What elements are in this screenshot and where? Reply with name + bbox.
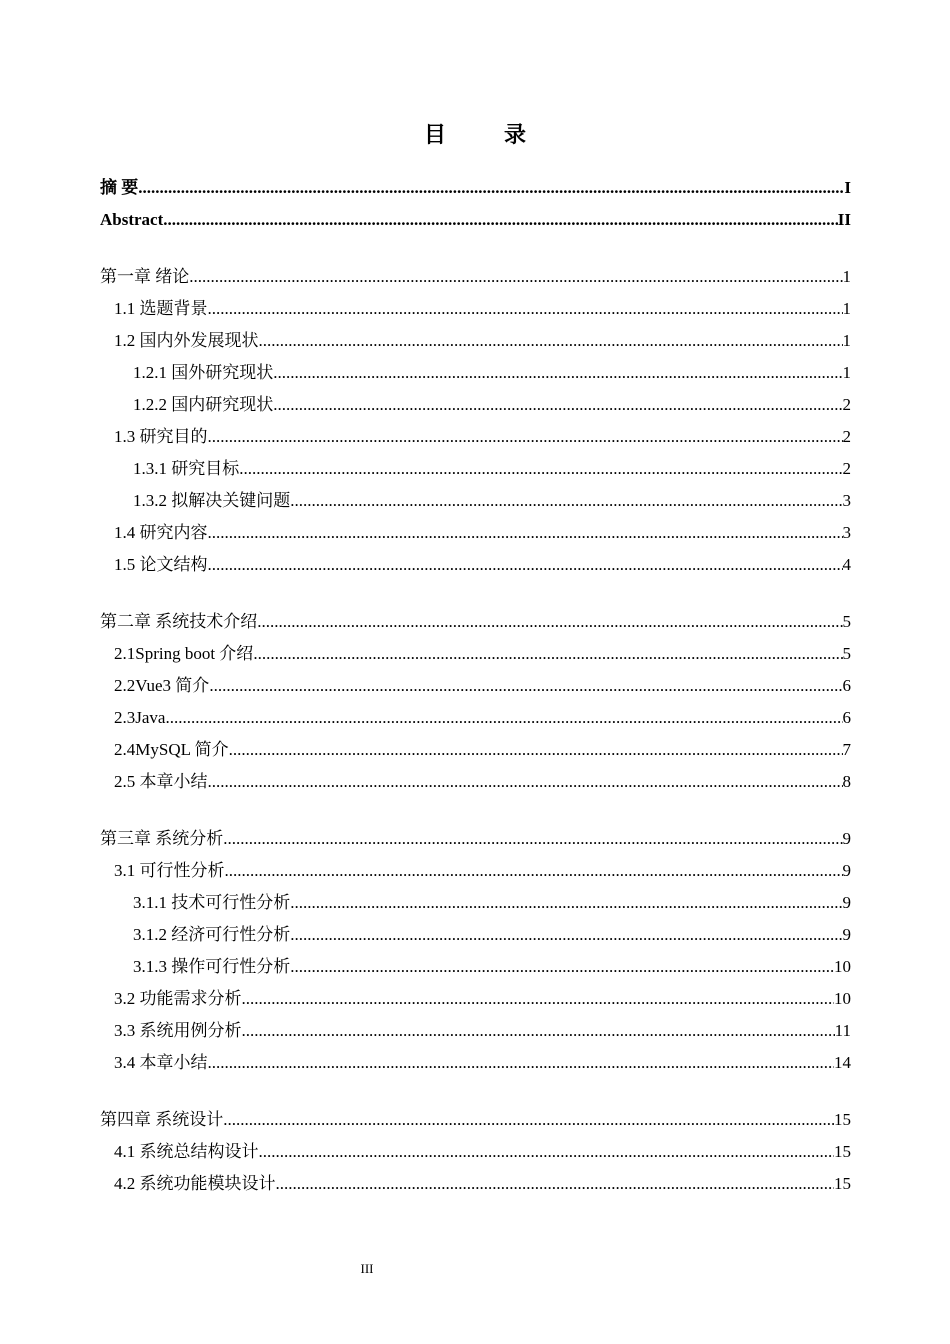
- dot-leader: [290, 485, 842, 517]
- dot-leader: [209, 670, 842, 702]
- toc-entry-label: 1.3.1 研究目标: [133, 459, 240, 478]
- toc-entry-label: 1.3 研究目的: [114, 427, 208, 446]
- toc-section-entry[interactable]: [100, 887, 851, 919]
- toc-section-entry[interactable]: [100, 517, 851, 549]
- toc-section-entry[interactable]: [100, 325, 851, 357]
- toc-section-entry[interactable]: [100, 670, 851, 702]
- toc-entry-page: 5: [842, 612, 851, 631]
- toc-section-entry[interactable]: [100, 421, 851, 453]
- toc-entry-label: 1.5 论文结构: [114, 555, 208, 574]
- chapter-gap: [100, 1079, 851, 1104]
- toc-entry-page: 15: [834, 1110, 851, 1129]
- dot-leader: [253, 638, 842, 670]
- toc-entry-label: 1.1 选题背景: [114, 299, 208, 318]
- toc-section-entry[interactable]: [100, 1015, 851, 1047]
- toc-entry-label: 2.3Java: [114, 708, 166, 727]
- toc-section-entry[interactable]: [100, 855, 851, 887]
- toc-entry-page: 9: [842, 861, 851, 880]
- toc-entry-page: 15: [834, 1174, 851, 1193]
- toc-entry-page: 11: [834, 1021, 851, 1040]
- toc-entry-label: 3.2 功能需求分析: [114, 989, 242, 1008]
- toc-entry-label: 3.1 可行性分析: [114, 861, 225, 880]
- toc-entry-page: 3: [842, 491, 851, 510]
- dot-leader: [138, 172, 844, 204]
- toc-section-entry[interactable]: [100, 951, 851, 983]
- toc-entry-page: 2: [842, 395, 851, 414]
- dot-leader: [242, 1015, 835, 1047]
- toc-entry-label: 第二章 系统技术介绍: [100, 612, 258, 631]
- toc-entry-page: 15: [834, 1142, 851, 1161]
- table-of-contents: [100, 172, 851, 1200]
- toc-entry-label: 1.2.2 国内研究现状: [133, 395, 274, 414]
- chapter-gap: [100, 236, 851, 261]
- dot-leader: [208, 1047, 835, 1079]
- dot-leader: [189, 261, 842, 293]
- toc-section-entry[interactable]: [100, 919, 851, 951]
- chapter-gap: [100, 798, 851, 823]
- toc-entry-page: 1: [842, 363, 851, 382]
- dot-leader: [259, 1136, 835, 1168]
- toc-entry-page: 2: [842, 427, 851, 446]
- toc-chapter-entry[interactable]: [100, 823, 851, 855]
- dot-leader: [290, 887, 842, 919]
- dot-leader: [208, 766, 843, 798]
- toc-entry-label: 1.2.1 国外研究现状: [133, 363, 274, 382]
- toc-section-entry[interactable]: [100, 1168, 851, 1200]
- toc-entry-page: 10: [834, 957, 851, 976]
- toc-entry-label: 摘 要: [100, 178, 139, 197]
- toc-entry-label: 2.5 本章小结: [114, 772, 208, 791]
- toc-chapter-entry[interactable]: [100, 1104, 851, 1136]
- dot-leader: [208, 421, 843, 453]
- toc-section-entry[interactable]: [100, 485, 851, 517]
- toc-entry-page: 6: [842, 708, 851, 727]
- toc-entry-abstract-en[interactable]: [100, 204, 851, 236]
- toc-entry-page: 9: [842, 893, 851, 912]
- page-number: III: [360, 1261, 374, 1276]
- toc-entry-label: 第四章 系统设计: [100, 1110, 224, 1129]
- toc-section-entry[interactable]: [100, 983, 851, 1015]
- toc-entry-label: 3.3 系统用例分析: [114, 1021, 242, 1040]
- toc-entry-page: II: [837, 210, 851, 229]
- toc-entry-page: 1: [842, 299, 851, 318]
- dot-leader: [208, 549, 843, 581]
- toc-entry-label: 1.4 研究内容: [114, 523, 208, 542]
- toc-entry-label: 2.1Spring boot 介绍: [114, 644, 254, 663]
- toc-entry-page: 9: [842, 925, 851, 944]
- toc-entry-page: 8: [842, 772, 851, 791]
- page-title: 目 录: [423, 122, 544, 147]
- toc-entry-label: 3.1.2 经济可行性分析: [133, 925, 291, 944]
- toc-section-entry[interactable]: [100, 1047, 851, 1079]
- dot-leader: [223, 1104, 834, 1136]
- toc-section-entry[interactable]: [100, 702, 851, 734]
- toc-entry-page: 3: [842, 523, 851, 542]
- toc-entry-label: 1.3.2 拟解决关键问题: [133, 491, 291, 510]
- toc-section-entry[interactable]: [100, 453, 851, 485]
- dot-leader: [225, 855, 843, 887]
- dot-leader: [276, 1168, 835, 1200]
- toc-entry-page: 5: [842, 644, 851, 663]
- dot-leader: [163, 204, 838, 236]
- toc-entry-page: 10: [834, 989, 851, 1008]
- dot-leader: [208, 293, 843, 325]
- dot-leader: [223, 823, 842, 855]
- toc-entry-label: 3.4 本章小结: [114, 1053, 208, 1072]
- toc-entry-page: 14: [834, 1053, 851, 1072]
- toc-entry-label: 第三章 系统分析: [100, 829, 224, 848]
- toc-entry-label: 3.1.3 操作可行性分析: [133, 957, 291, 976]
- toc-entry-label: 4.2 系统功能模块设计: [114, 1174, 276, 1193]
- toc-section-entry[interactable]: [100, 293, 851, 325]
- toc-entry-page: 9: [842, 829, 851, 848]
- toc-chapters: [100, 236, 851, 1200]
- toc-section-entry[interactable]: [100, 389, 851, 421]
- toc-section-entry[interactable]: [100, 734, 851, 766]
- dot-leader: [242, 983, 835, 1015]
- toc-entry-page: 7: [842, 740, 851, 759]
- toc-entry-label: 2.2Vue3 简介: [114, 676, 210, 695]
- toc-chapter-entry[interactable]: [100, 606, 851, 638]
- toc-chapter-entry[interactable]: [100, 261, 851, 293]
- chapter-gap: [100, 581, 851, 606]
- toc-entry-page: 2: [842, 459, 851, 478]
- toc-section-entry[interactable]: [100, 638, 851, 670]
- toc-section-entry[interactable]: [100, 1136, 851, 1168]
- toc-entry-label: Abstract: [100, 210, 164, 229]
- dot-leader: [165, 702, 842, 734]
- toc-entry-page: 6: [842, 676, 851, 695]
- dot-leader: [273, 389, 842, 421]
- toc-section-entry[interactable]: [100, 549, 851, 581]
- dot-leader: [290, 951, 834, 983]
- dot-leader: [229, 734, 843, 766]
- toc-entry-label: 4.1 系统总结构设计: [114, 1142, 259, 1161]
- dot-leader: [259, 325, 843, 357]
- dot-leader: [257, 606, 842, 638]
- toc-entry-abstract-zh[interactable]: [100, 172, 851, 204]
- toc-entry-page: 1: [842, 267, 851, 286]
- toc-entry-page: 1: [842, 331, 851, 350]
- toc-entry-page: I: [844, 178, 851, 197]
- toc-entry-label: 1.2 国内外发展现状: [114, 331, 259, 350]
- dot-leader: [239, 453, 842, 485]
- dot-leader: [290, 919, 842, 951]
- toc-entry-label: 第一章 绪论: [100, 267, 190, 286]
- dot-leader: [273, 357, 842, 389]
- dot-leader: [208, 517, 843, 549]
- toc-entry-label: 2.4MySQL 简介: [114, 740, 229, 759]
- toc-entry-label: 3.1.1 技术可行性分析: [133, 893, 291, 912]
- toc-section-entry[interactable]: [100, 357, 851, 389]
- toc-entry-page: 4: [842, 555, 851, 574]
- toc-section-entry[interactable]: [100, 766, 851, 798]
